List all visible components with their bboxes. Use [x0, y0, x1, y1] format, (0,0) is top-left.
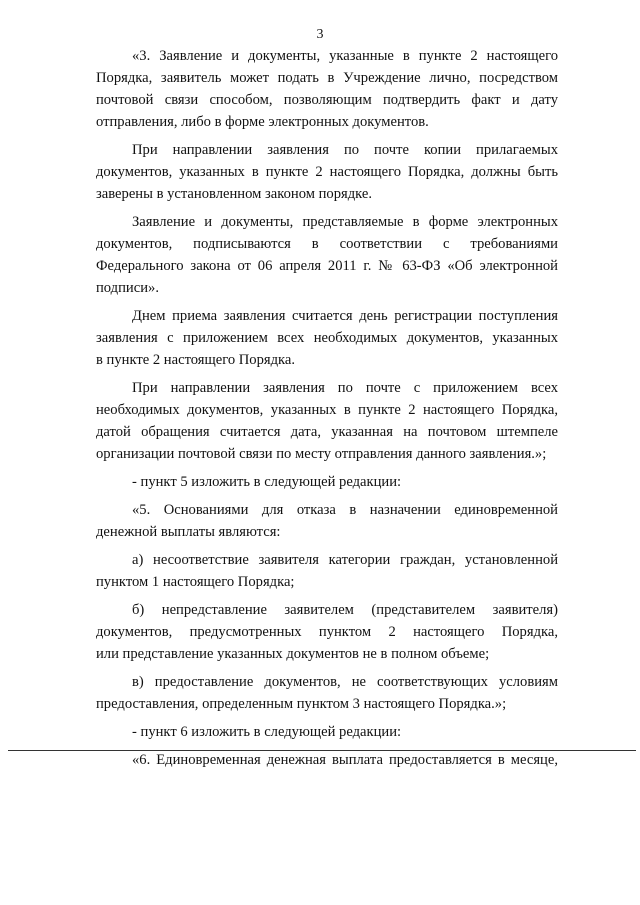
text-line: При направлении заявления по почте с приложением всех: [132, 380, 558, 396]
text-line: - пункт 5 изложить в следующей редакции:: [132, 474, 402, 490]
para-electronic-signature: [96, 211, 558, 299]
text-line: предоставления, определенным пунктом 3 настоящего Порядка.»;: [96, 696, 507, 712]
text-line: Федерального закона от 06 апреля 2011 г. № 63-ФЗ «Об электронной: [96, 258, 558, 274]
text-line: документов, подписываются в соответствии с требованиями: [96, 236, 558, 252]
text-line: документов, предусмотренных пунктом 2 настоящего Порядка,: [96, 624, 558, 640]
text-line: в пункте 2 настоящего Порядка.: [96, 352, 296, 368]
footer-rule: [8, 750, 636, 751]
para-postmark-date: [96, 377, 558, 465]
para-reception-day: [96, 305, 558, 371]
text-line: документов, указанных в пункте 2 настоящего Порядка, должны быть: [96, 164, 558, 180]
text-line: в) предоставление документов, не соответствующих условиям: [132, 674, 558, 690]
text-line: При направлении заявления по почте копии прилагаемых: [132, 142, 558, 158]
text-line: пунктом 1 настоящего Порядка;: [96, 574, 295, 590]
para-clause-5: [96, 499, 558, 543]
text-line: Порядка, заявитель может подать в Учреждение лично, посредством: [96, 70, 558, 86]
para-amend-clause-5: [96, 471, 558, 493]
para-clause-5c: [96, 671, 558, 715]
page-number: 3: [316, 27, 324, 42]
text-line: заверены в установленном законом порядке.: [96, 186, 372, 202]
para-clause-5a: [96, 549, 558, 593]
text-line: отправления, либо в форме электронных документов.: [96, 114, 429, 130]
text-line: денежной выплаты являются:: [96, 524, 281, 540]
text-line: а) несоответствие заявителя категории граждан, установленной: [132, 552, 558, 568]
text-line: - пункт 6 изложить в следующей редакции:: [132, 724, 402, 740]
text-line: или представление указанных документов не в полном объеме;: [96, 646, 490, 662]
para-mail-copies: [96, 139, 558, 205]
text-line: заявления с приложением всех необходимых документов, указанных: [96, 330, 558, 346]
text-line: «5. Основаниями для отказа в назначении единовременной: [132, 502, 558, 518]
document-body: [96, 45, 558, 777]
text-line: б) непредставление заявителем (представителем заявителя): [132, 602, 558, 618]
text-line: датой обращения считается дата, указанная на почтовом штемпеле: [96, 424, 558, 440]
para-amend-clause-6: [96, 721, 558, 743]
text-line: организации почтовой связи по месту отправления данного заявления.»;: [96, 446, 547, 462]
text-line: «6. Единовременная денежная выплата предоставляется в месяце,: [132, 752, 558, 768]
text-line: «3. Заявление и документы, указанные в пункте 2 настоящего: [132, 48, 558, 64]
para-clause-6: [96, 749, 558, 771]
text-line: подписи».: [96, 280, 159, 296]
text-line: Заявление и документы, представляемые в форме электронных: [132, 214, 558, 230]
text-line: необходимых документов, указанных в пункте 2 настоящего Порядка,: [96, 402, 558, 418]
text-line: почтовой связи способом, позволяющим подтвердить факт и дату: [96, 92, 558, 108]
para-clause-5b: [96, 599, 558, 665]
text-line: Днем приема заявления считается день регистрации поступления: [132, 308, 558, 324]
para-clause-3: [96, 45, 558, 133]
